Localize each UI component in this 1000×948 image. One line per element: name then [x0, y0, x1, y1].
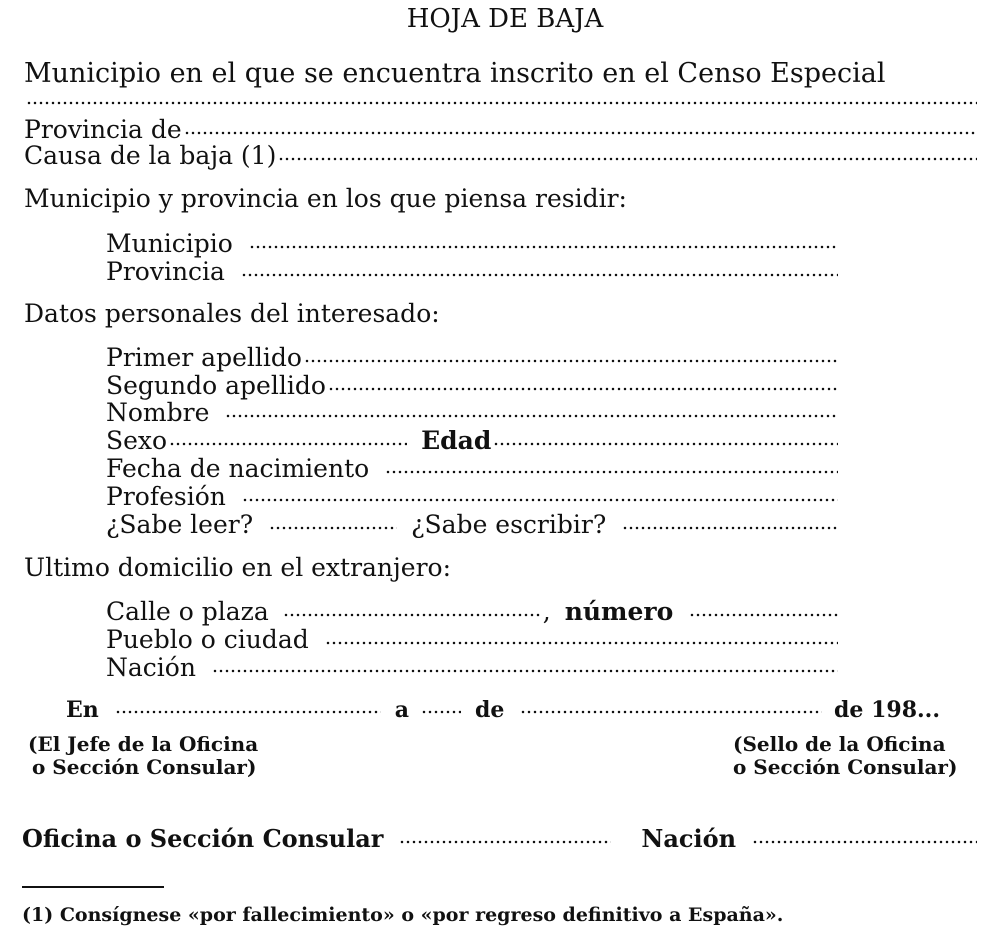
datos-heading: [24, 301, 440, 326]
segundo-apellido-field[interactable]: [328, 387, 838, 391]
sabe-leer-field[interactable]: [269, 526, 397, 530]
residir-heading-text: Municipio y provincia en los que piensa residir:: [24, 184, 627, 213]
fecha-nacimiento-row: [106, 456, 840, 481]
segundo-apellido-label: Segundo apellido: [106, 371, 326, 400]
residir-provincia-row: [106, 259, 840, 284]
calle-numero-row: [106, 599, 840, 624]
calle-field[interactable]: [283, 613, 541, 617]
pueblo-field[interactable]: [325, 641, 838, 645]
calle-comma: ,: [542, 597, 551, 626]
residir-municipio-row: [106, 231, 840, 256]
causa-baja-row: [24, 143, 979, 168]
fecha-mes-field[interactable]: [520, 710, 822, 714]
municipio-censo-label: Municipio en el que se encuentra inscrito en el Censo Especial: [24, 58, 886, 89]
residir-municipio-label: Municipio: [106, 229, 233, 258]
nombre-field[interactable]: [225, 414, 838, 418]
provincia-de-label: Provincia de: [24, 115, 182, 144]
fecha-year-label: de 198...: [834, 697, 940, 723]
footnote: [22, 906, 783, 925]
signature-left-line2: [32, 757, 256, 777]
primer-apellido-field[interactable]: [304, 359, 838, 363]
nacion-domicilio-row: [106, 655, 840, 680]
edad-label: Edad: [421, 426, 492, 455]
municipio-censo-heading: [24, 60, 885, 87]
sabe-leer-escribir-row: [106, 512, 840, 537]
profesion-row: [106, 484, 840, 509]
oficina-nacion-field[interactable]: [752, 840, 977, 844]
signature-right-text-2: o Sección Consular): [733, 755, 958, 779]
sexo-field[interactable]: [169, 442, 407, 446]
signature-right-line1: [733, 734, 946, 754]
sexo-label: Sexo: [106, 426, 168, 455]
municipio-censo-dotted-line[interactable]: [26, 101, 977, 105]
nacion-domicilio-label: Nación: [106, 653, 196, 682]
footnote-rule: [22, 886, 164, 888]
form-title: [0, 6, 1000, 32]
fecha-de-label: de: [475, 697, 505, 723]
residir-heading: [24, 186, 627, 211]
nombre-label: Nombre: [106, 398, 210, 427]
numero-label: número: [564, 597, 674, 626]
edad-field[interactable]: [493, 442, 838, 446]
fecha-line: [66, 699, 940, 721]
datos-heading-text: Datos personales del interesado:: [24, 299, 440, 328]
municipio-censo-field[interactable]: [24, 104, 979, 110]
nombre-row: [106, 400, 840, 425]
oficina-nacion-label: Nación: [641, 824, 737, 853]
residir-provincia-field[interactable]: [241, 273, 838, 277]
fecha-nacimiento-field[interactable]: [385, 470, 838, 474]
oficina-field[interactable]: [399, 840, 611, 844]
form-title-text: HOJA DE BAJA: [406, 4, 604, 34]
sabe-leer-label: ¿Sabe leer?: [106, 510, 254, 539]
causa-baja-label: Causa de la baja (1): [24, 141, 277, 170]
domicilio-heading: [24, 555, 451, 580]
fecha-nacimiento-label: Fecha de nacimiento: [106, 454, 370, 483]
signature-left-text-2: o Sección Consular): [32, 755, 257, 779]
footnote-text: (1) Consígnese «por fallecimiento» o «por regreso definitivo a España».: [22, 904, 784, 926]
primer-apellido-label: Primer apellido: [106, 343, 302, 372]
sabe-escribir-label: ¿Sabe escribir?: [411, 510, 607, 539]
profesion-label: Profesión: [106, 482, 226, 511]
fecha-lugar-field[interactable]: [115, 710, 381, 714]
sabe-escribir-field[interactable]: [622, 526, 838, 530]
provincia-de-row: [24, 117, 979, 142]
residir-municipio-field[interactable]: [249, 245, 838, 249]
oficina-line: [22, 824, 979, 853]
sexo-edad-row: [106, 428, 840, 453]
signature-left-text-1: (El Jefe de la Oficina: [28, 732, 259, 756]
signature-left-line1: [28, 734, 258, 754]
residir-provincia-label: Provincia: [106, 257, 225, 286]
fecha-a-label: a: [394, 697, 410, 723]
calle-label: Calle o plaza: [106, 597, 269, 626]
fecha-en-label: En: [66, 697, 99, 723]
numero-field[interactable]: [689, 613, 838, 617]
provincia-de-field[interactable]: [184, 131, 977, 135]
fecha-dia-field[interactable]: [421, 710, 461, 714]
signature-right-line2: [733, 757, 957, 777]
pueblo-row: [106, 627, 840, 652]
nacion-domicilio-field[interactable]: [212, 669, 838, 673]
causa-baja-field[interactable]: [278, 157, 977, 161]
primer-apellido-row: [106, 345, 840, 370]
signature-right-text-1: (Sello de la Oficina: [733, 732, 946, 756]
profesion-field[interactable]: [242, 498, 838, 502]
segundo-apellido-row: [106, 373, 840, 398]
domicilio-heading-text: Ultimo domicilio en el extranjero:: [24, 553, 452, 582]
oficina-label: Oficina o Sección Consular: [22, 824, 384, 853]
pueblo-label: Pueblo o ciudad: [106, 625, 309, 654]
